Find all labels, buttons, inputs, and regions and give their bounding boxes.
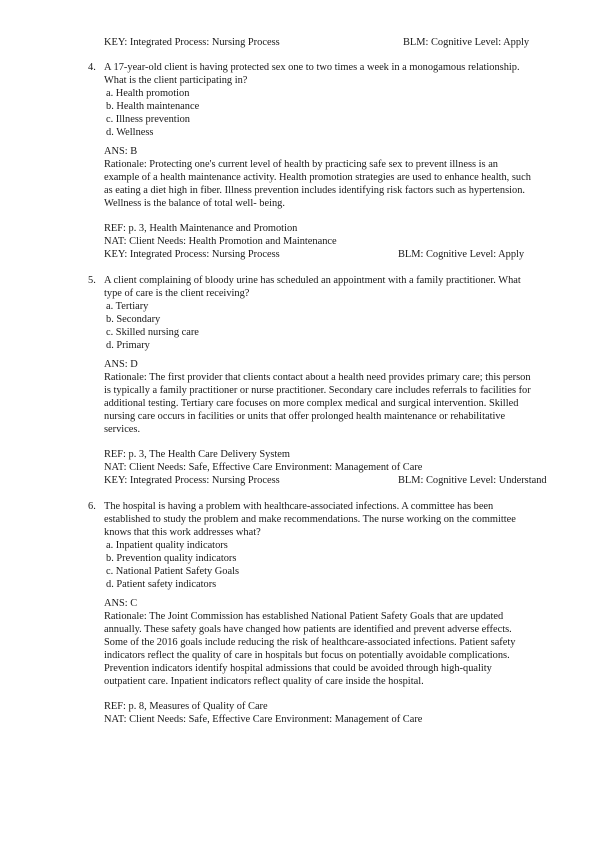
answer: ANS: D xyxy=(104,359,138,370)
rationale-line: Rationale: Protecting one's current level of health by practicing safe sex to prevent illness is an xyxy=(104,159,498,170)
option-b: b. Health maintenance xyxy=(106,101,200,112)
rationale-line: nursing care occurs in facilities or units that offer prolonged health maintenance or rehabilitative xyxy=(104,411,506,422)
question-stem-line: A client complaining of bloody urine has scheduled an appointment with a family practitioner. What xyxy=(104,275,521,286)
option-c: c. Illness prevention xyxy=(106,114,190,125)
question-number: 4. xyxy=(88,62,96,73)
ref-line: REF: p. 3, The Health Care Delivery System xyxy=(104,449,290,460)
rationale-line: additional testing. Tertiary care focuses on more complex medical and surgical intervention. Skilled xyxy=(104,398,519,409)
ref-line: REF: p. 8, Measures of Quality of Care xyxy=(104,701,268,712)
blm-line: BLM: Cognitive Level: Apply xyxy=(403,37,530,48)
rationale-line: annually. These safety goals have changed how patients are identified and prevent adverse effects. xyxy=(104,624,512,635)
option-b: b. Prevention quality indicators xyxy=(106,553,237,564)
answer: ANS: C xyxy=(104,598,138,609)
option-c: c. Skilled nursing care xyxy=(106,327,199,338)
nat-line: NAT: Client Needs: Safe, Effective Care Environment: Management of Care xyxy=(104,714,423,725)
question-stem-line: established to study the problem and make recommendations. The nurse working on the committee xyxy=(104,514,516,525)
option-a: a. Tertiary xyxy=(106,301,149,312)
rationale-line: Some of the 2016 goals include reducing the risk of healthcare-associated infections. Patient safety xyxy=(104,637,516,648)
option-b: b. Secondary xyxy=(106,314,161,325)
question-number: 5. xyxy=(88,275,96,286)
blm-line: BLM: Cognitive Level: Understand xyxy=(398,475,547,486)
option-d: d. Patient safety indicators xyxy=(106,579,217,590)
option-d: d. Primary xyxy=(106,340,150,351)
question-stem-line: The hospital is having a problem with healthcare-associated infections. A committee has been xyxy=(104,501,494,512)
rationale-line: Wellness is the balance of total well- being. xyxy=(104,198,285,209)
question-stem-line: A 17-year-old client is having protected sex one to two times a week in a monogamous relationship. xyxy=(104,62,520,73)
option-a: a. Health promotion xyxy=(106,88,190,99)
rationale-line: services. xyxy=(104,424,141,435)
answer: ANS: B xyxy=(104,146,138,157)
option-c: c. National Patient Safety Goals xyxy=(106,566,240,577)
question-stem-line: type of care is the client receiving? xyxy=(104,288,250,299)
rationale-line: example of a health maintenance activity. Health promotion strategies are used to enhance health, such xyxy=(104,172,531,183)
rationale-line: is typically a family practitioner or nurse practitioner. Secondary care includes referrals to facilities for xyxy=(104,385,531,396)
key-line: KEY: Integrated Process: Nursing Process xyxy=(104,475,280,486)
blm-line: BLM: Cognitive Level: Apply xyxy=(398,249,525,260)
question-stem-line: knows that this work addresses what? xyxy=(104,527,261,538)
question-stem-line: What is the client participating in? xyxy=(104,75,248,86)
key-line: KEY: Integrated Process: Nursing Process xyxy=(104,249,280,260)
rationale-line: Rationale: The first provider that clients contact about a health need provides primary care; this person xyxy=(104,372,531,383)
ref-line: REF: p. 3, Health Maintenance and Promotion xyxy=(104,223,298,234)
rationale-line: outpatient care. Inpatient indicators reflect quality of care inside the hospital. xyxy=(104,676,424,687)
rationale-line: Rationale: The Joint Commission has established National Patient Safety Goals that are updated xyxy=(104,611,504,622)
option-a: a. Inpatient quality indicators xyxy=(106,540,228,551)
rationale-line: as eating a diet high in fiber. Illness prevention includes identifying risk factors such as hypertension. xyxy=(104,185,526,196)
nat-line: NAT: Client Needs: Health Promotion and Maintenance xyxy=(104,236,337,247)
key-line: KEY: Integrated Process: Nursing Process xyxy=(104,37,280,48)
nat-line: NAT: Client Needs: Safe, Effective Care Environment: Management of Care xyxy=(104,462,423,473)
rationale-line: indicators reflect the quality of care in hospitals but focus on potentially avoidable complications. xyxy=(104,650,510,661)
question-number: 6. xyxy=(88,501,96,512)
rationale-line: Prevention indicators identify hospital admissions that could be avoided through high-quality xyxy=(104,663,492,674)
option-d: d. Wellness xyxy=(106,127,154,138)
